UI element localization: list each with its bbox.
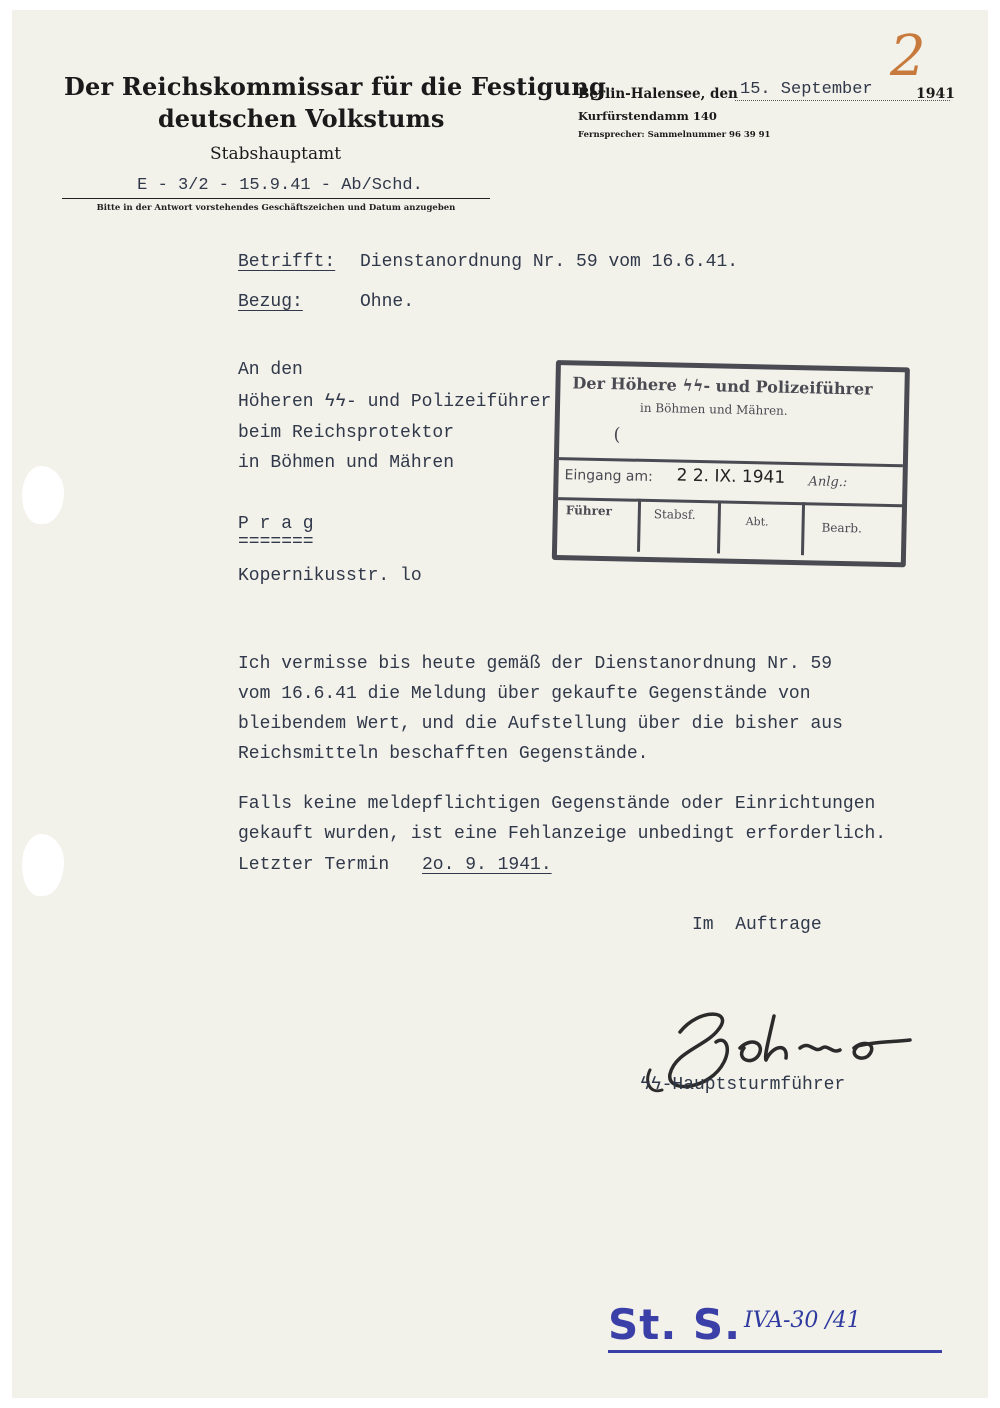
body-line: Falls keine meldepflichtigen Gegenstände oder Einrichtungen [238, 794, 876, 814]
recipient-line: in Böhmen und Mähren [238, 453, 455, 473]
document-page [12, 10, 988, 1398]
receipt-stamp [552, 360, 910, 567]
file-stamp-underline [608, 1350, 942, 1353]
place-label: Berlin-Halensee, den [578, 86, 738, 102]
stamp-mark: ( [613, 424, 621, 446]
sender-address: Kurfürstendamm 140 [578, 109, 717, 123]
file-stamp-text: St. S. [608, 1300, 742, 1349]
recipient-line: An den [238, 360, 303, 380]
page-number: 2 [890, 24, 926, 89]
stamp-column: Bearb. [821, 520, 862, 536]
letter-year: 1941 [916, 86, 955, 102]
reference-rule [62, 198, 490, 199]
stamp-title: Der Höhere ϟϟ- und Polizeiführer [572, 373, 873, 399]
letterhead-title-line2: deutschen Volkstums [158, 104, 445, 133]
body-line: gekauft wurden, ist eine Fehlanzeige unbedingt erforderlich. [238, 824, 887, 844]
file-stamp-handwriting: IVA-30 /41 [744, 1308, 861, 1333]
signer-rank: ϟϟ-Hauptsturmführer [640, 1075, 846, 1095]
stamp-column: Stabsf. [653, 507, 696, 522]
sender-phone: Fernsprecher: Sammelnummer 96 39 91 [578, 130, 771, 140]
body-line: vom 16.6.41 die Meldung über gekaufte Gegenstände von [238, 684, 811, 704]
recipient-city-underline: ======= [238, 532, 314, 552]
reference-text: Ohne. [360, 292, 415, 312]
reference-label: Bezug: [238, 292, 303, 312]
subject-label: Betrifft: [238, 252, 336, 272]
stamp-column: Führer [565, 503, 613, 519]
recipient-street: Kopernikusstr. lo [238, 566, 422, 586]
recipient-line: beim Reichsprotektor [238, 423, 455, 443]
body-line: Ich vermisse bis heute gemäß der Dienstanordnung Nr. 59 [238, 654, 833, 674]
body-line: Reichsmitteln beschafften Gegenstände. [238, 744, 649, 764]
stamp-attachments-label: Anlg.: [808, 474, 848, 491]
stamp-subtitle: in Böhmen und Mähren. [639, 400, 788, 418]
deadline-date: 2o. 9. 1941. [422, 855, 552, 875]
stamp-column: Abt. [745, 515, 769, 529]
department-name: Stabshauptamt [210, 144, 342, 164]
subject-text: Dienstanordnung Nr. 59 vom 16.6.41. [360, 252, 739, 272]
reference-note: Bitte in der Antwort vorstehendes Geschäftszeichen und Datum anzugeben [96, 203, 456, 213]
closing-phrase: Im Auftrage [692, 915, 822, 935]
deadline-label: Letzter Termin [238, 855, 390, 875]
stamp-received-label: Eingang am: [564, 467, 653, 486]
stamp-received-date: 2 2. IX. 1941 [676, 465, 786, 488]
recipient-line: Höheren ϟϟ- und Polizeiführer [238, 392, 552, 412]
file-reference: E - 3/2 - 15.9.41 - Ab/Schd. [137, 176, 423, 195]
body-line: bleibendem Wert, und die Aufstellung über die bisher aus [238, 714, 843, 734]
letterhead-title: Der Reichskommissar für die Festigung [64, 72, 606, 101]
recipient-city: P r a g [238, 514, 314, 534]
letter-date: 15. September [740, 80, 873, 99]
